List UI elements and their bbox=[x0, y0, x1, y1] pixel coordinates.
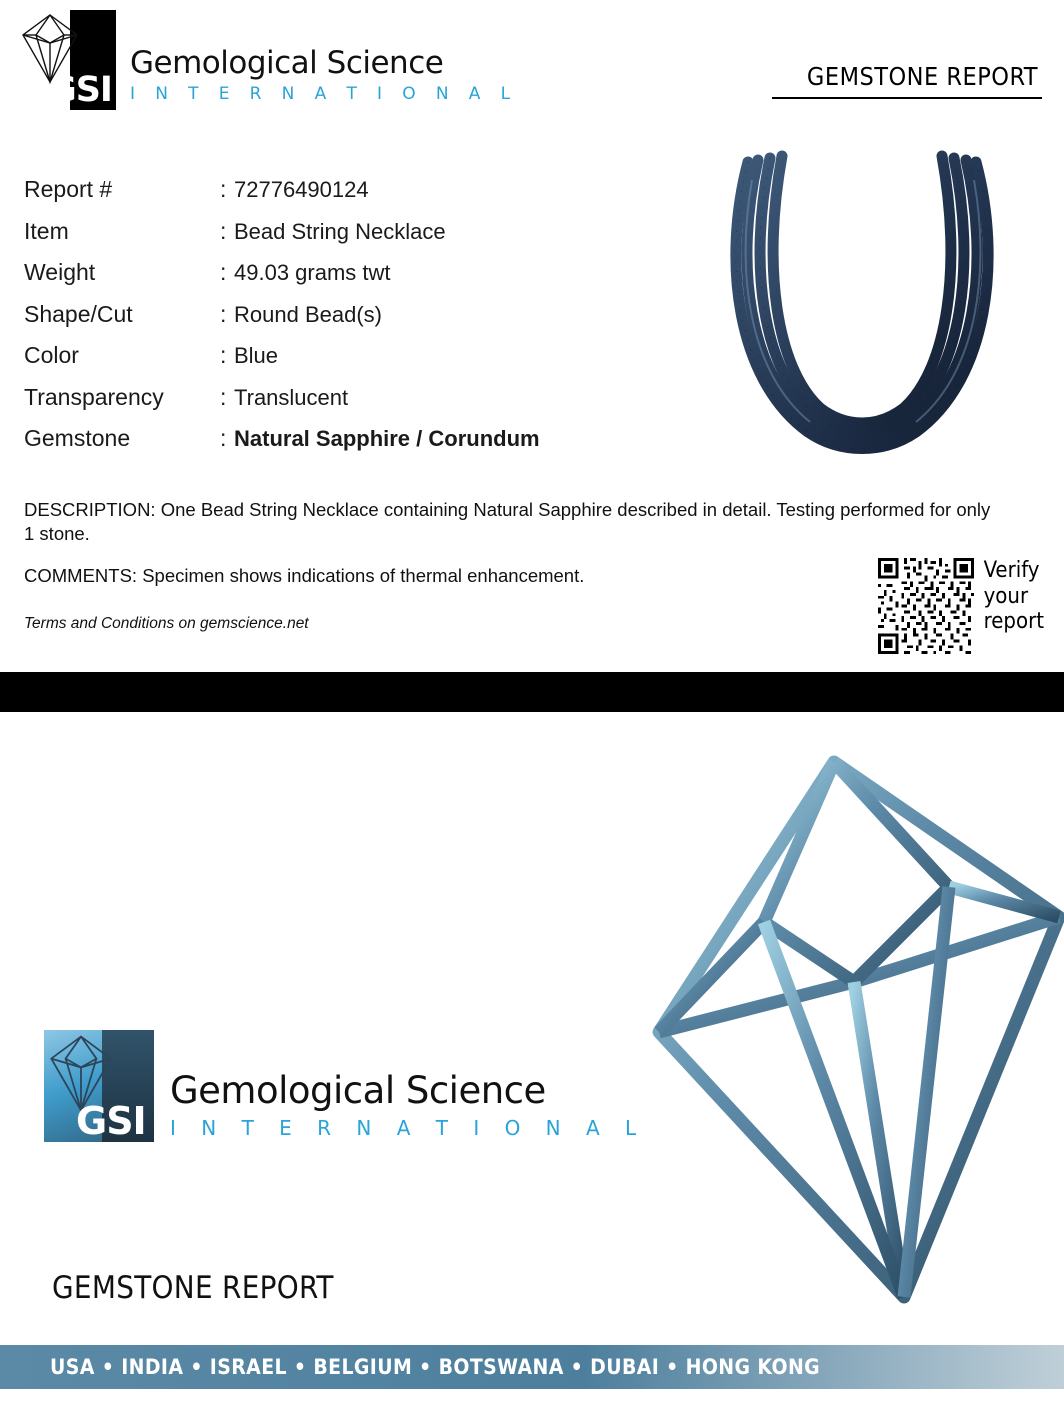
field-label: Shape/Cut bbox=[24, 300, 133, 327]
table-row bbox=[24, 342, 644, 384]
description-text: DESCRIPTION: One Bead String Necklace containing Natural Sapphire described in detail. Testing performed for only 1 stone. bbox=[24, 499, 991, 545]
field-colon: : bbox=[220, 300, 227, 327]
gemstone-photo bbox=[712, 140, 1012, 470]
verify-report-block[interactable] bbox=[878, 558, 1044, 654]
gsi-logo bbox=[18, 10, 517, 110]
field-label: Color bbox=[24, 342, 79, 368]
field-label: Item bbox=[24, 217, 69, 244]
brand-subtitle: I N T E R N A T I O N A L bbox=[130, 84, 518, 104]
certificate-header bbox=[0, 0, 1064, 136]
gsi-logo-wordmark bbox=[130, 10, 517, 103]
field-colon: : bbox=[220, 383, 227, 410]
certificate-page bbox=[0, 0, 1064, 672]
cover-page bbox=[0, 712, 1064, 1403]
field-colon: : bbox=[220, 425, 227, 451]
cover-wordmark bbox=[170, 1030, 646, 1138]
brand-name: Gemological Science bbox=[130, 45, 444, 81]
gem-details-table bbox=[24, 176, 644, 467]
field-value: Natural Sapphire / Corundum bbox=[234, 426, 540, 451]
field-label: Transparency bbox=[24, 383, 164, 410]
cover-gsi-logo bbox=[44, 1030, 646, 1142]
verify-line-2: your bbox=[983, 583, 1029, 609]
field-value: Blue bbox=[234, 343, 279, 368]
table-row bbox=[24, 218, 644, 260]
necklace-image bbox=[712, 140, 1012, 470]
title-underline bbox=[772, 97, 1042, 99]
office-locations: USA • INDIA • ISRAEL • BELGIUM • BOTSWANA • DUBAI • HONG KONG bbox=[50, 1355, 821, 1379]
page-title: GEMSTONE REPORT bbox=[806, 62, 1038, 91]
cover-brand-name: Gemological Science bbox=[170, 1069, 546, 1112]
cover-footer-bar bbox=[0, 1345, 1064, 1389]
diamond-watermark-icon bbox=[604, 732, 1064, 1332]
field-value: Translucent bbox=[234, 384, 349, 410]
table-row bbox=[24, 301, 644, 343]
table-row bbox=[24, 384, 644, 426]
table-row bbox=[24, 425, 644, 467]
cover-logo-mark bbox=[44, 1030, 154, 1142]
field-colon: : bbox=[220, 176, 227, 202]
table-row bbox=[24, 176, 644, 218]
verify-label bbox=[984, 558, 1044, 635]
field-label: Weight bbox=[24, 259, 96, 285]
field-value: 72776490124 bbox=[234, 177, 369, 202]
gsi-mark-text: GSI bbox=[48, 70, 112, 110]
terms-text: Terms and Conditions on gemscience.net bbox=[24, 615, 309, 632]
field-colon: : bbox=[220, 342, 227, 368]
cover-gsi-mark-text: GSI bbox=[76, 1099, 146, 1142]
cover-page-title: GEMSTONE REPORT bbox=[52, 1270, 334, 1306]
section-divider bbox=[0, 672, 1064, 712]
gsi-logo-mark bbox=[18, 10, 116, 110]
field-colon: : bbox=[220, 259, 227, 285]
field-value: 49.03 grams twt bbox=[234, 260, 391, 285]
field-label: Report # bbox=[24, 176, 113, 202]
verify-line-3: report bbox=[983, 609, 1044, 635]
cover-brand-subtitle: I N T E R N A T I O N A L bbox=[170, 1116, 646, 1140]
comments-text: COMMENTS: Specimen shows indications of thermal enhancement. bbox=[24, 565, 585, 586]
qr-code-icon[interactable] bbox=[878, 558, 974, 654]
field-value: Bead String Necklace bbox=[234, 218, 446, 244]
table-row bbox=[24, 259, 644, 301]
field-label: Gemstone bbox=[24, 425, 131, 451]
field-colon: : bbox=[220, 217, 227, 244]
verify-line-1: Verify bbox=[983, 558, 1040, 583]
field-value: Round Bead(s) bbox=[234, 301, 382, 327]
